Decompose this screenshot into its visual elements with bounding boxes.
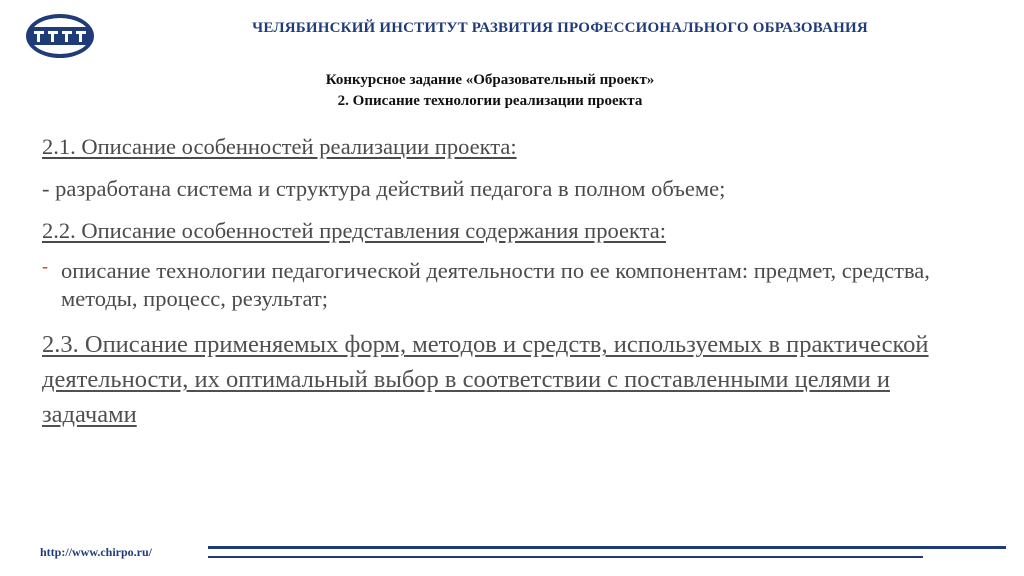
section-2-2-heading: 2.2. Описание особенностей представления содержания проекта: — [42, 218, 666, 243]
section-2-2-item — [42, 257, 972, 313]
section-2-1-heading: 2.1. Описание особенностей реализации проекта: — [42, 134, 517, 159]
institute-name: ЧЕЛЯБИНСКИЙ ИНСТИТУТ РАЗВИТИЯ ПРОФЕССИОНАЛЬНОГО ОБРАЗОВАНИЯ — [252, 20, 868, 36]
subtitle-line-1: Конкурсное задание «Образовательный проект» — [325, 72, 655, 88]
section-2-1-item: - разработана система и структура действий педагога в полном объеме; — [42, 176, 726, 201]
section-2-2-item-text: описание технологии педагогической деятельности по ее компонентам: предмет, средства, методы, процесс, результат; — [61, 258, 930, 311]
subtitle-line-2: 2. Описание технологии реализации проекта — [337, 93, 643, 109]
footer-divider-bottom — [208, 556, 923, 558]
section-2-3-heading: 2.3. Описание применяемых форм, методов и средств, используемых в практической деятельности, их оптимальный выбор в соответствии с поставленными целями и задачами — [42, 331, 929, 428]
slide-content — [42, 133, 972, 432]
footer-divider-top — [208, 546, 1006, 549]
bullet-marker: - — [42, 256, 48, 276]
slide-subtitle — [150, 70, 830, 112]
institute-logo-icon — [24, 12, 96, 60]
footer-url-link[interactable]: http://www.chirpo.ru/ — [40, 545, 153, 559]
